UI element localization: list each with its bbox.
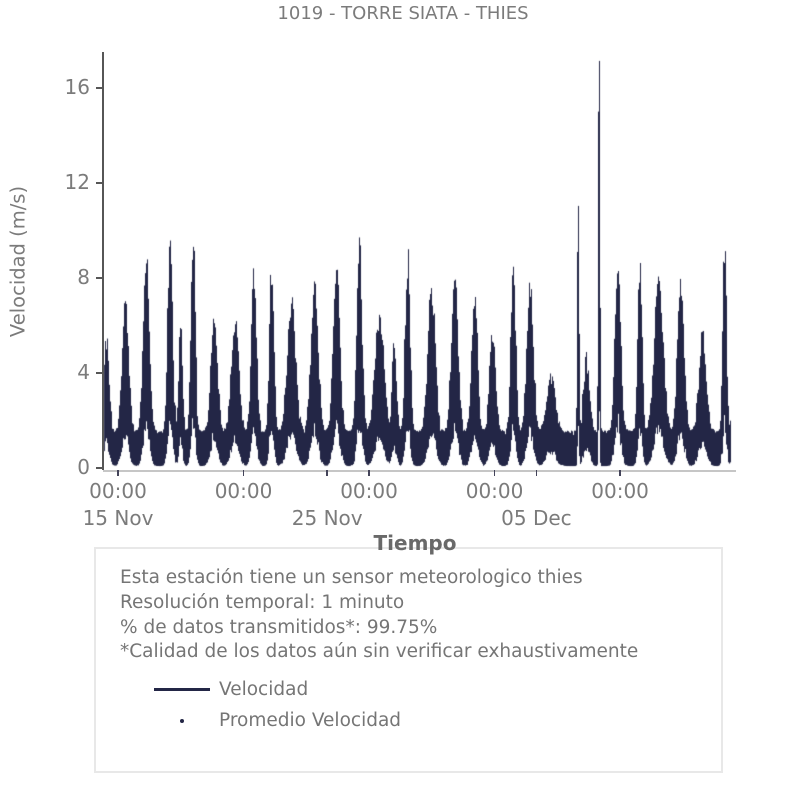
info-line-sensor: Esta estación tiene un sensor meteorologico thies — [120, 567, 583, 588]
timeseries-plot-canvas[interactable] — [103, 52, 736, 470]
y-tick-mark — [96, 182, 103, 184]
x-tick-label-time: 00:00 — [89, 479, 147, 503]
info-line-transmitted: % de datos transmitidos*: 99.75% — [120, 616, 438, 638]
y-tick-label: 12 — [64, 170, 90, 194]
promedio-dot-swatch — [154, 719, 210, 723]
legend-item-velocidad[interactable] — [154, 679, 308, 700]
x-tick-label-date: 05 Dec — [501, 506, 572, 530]
x-tick-label-time: 00:00 — [214, 479, 273, 503]
legend-label-velocidad: Velocidad — [219, 679, 309, 700]
info-line-quality: *Calidad de los datos aún sin verificar exhaustivamente — [120, 641, 639, 663]
velocidad-line-swatch — [154, 688, 210, 691]
x-tick-label-time: 00:00 — [465, 479, 524, 503]
x-tick-label-date: 25 Nov — [291, 506, 363, 530]
x-date-tick-mark — [536, 470, 538, 476]
dot-marker-icon — [180, 719, 184, 723]
y-tick-label: 4 — [77, 360, 90, 384]
x-tick-label-time: 00:00 — [340, 479, 398, 503]
x-tick-label-date: 15 Nov — [82, 506, 154, 530]
x-tick-mark — [494, 470, 496, 476]
y-tick-mark — [96, 87, 103, 89]
station-info-box — [94, 547, 723, 773]
x-tick-mark — [368, 470, 370, 476]
y-tick-mark — [96, 467, 103, 469]
y-axis-label: Velocidad (m/s) — [6, 185, 30, 338]
x-axis-spine — [103, 470, 736, 472]
x-date-tick-mark — [326, 470, 328, 476]
y-tick-label: 0 — [77, 455, 90, 479]
legend-label-promedio: Promedio Velocidad — [219, 710, 402, 731]
x-axis-label: Tiempo — [373, 531, 457, 555]
chart-title: 1019 - TORRE SIATA - THIES — [277, 3, 529, 24]
y-axis-spine — [102, 52, 104, 470]
x-tick-mark — [619, 470, 621, 476]
y-tick-label: 16 — [64, 75, 90, 99]
y-tick-mark — [96, 277, 103, 279]
info-line-resolution: Resolución temporal: 1 minuto — [120, 591, 405, 613]
x-date-tick-mark — [117, 470, 119, 476]
y-tick-mark — [96, 372, 103, 374]
x-tick-label-time: 00:00 — [591, 479, 649, 503]
x-tick-mark — [243, 470, 245, 476]
legend-item-promedio-velocidad[interactable] — [154, 710, 401, 731]
y-tick-label: 8 — [77, 265, 90, 289]
station-info-text — [120, 566, 638, 665]
